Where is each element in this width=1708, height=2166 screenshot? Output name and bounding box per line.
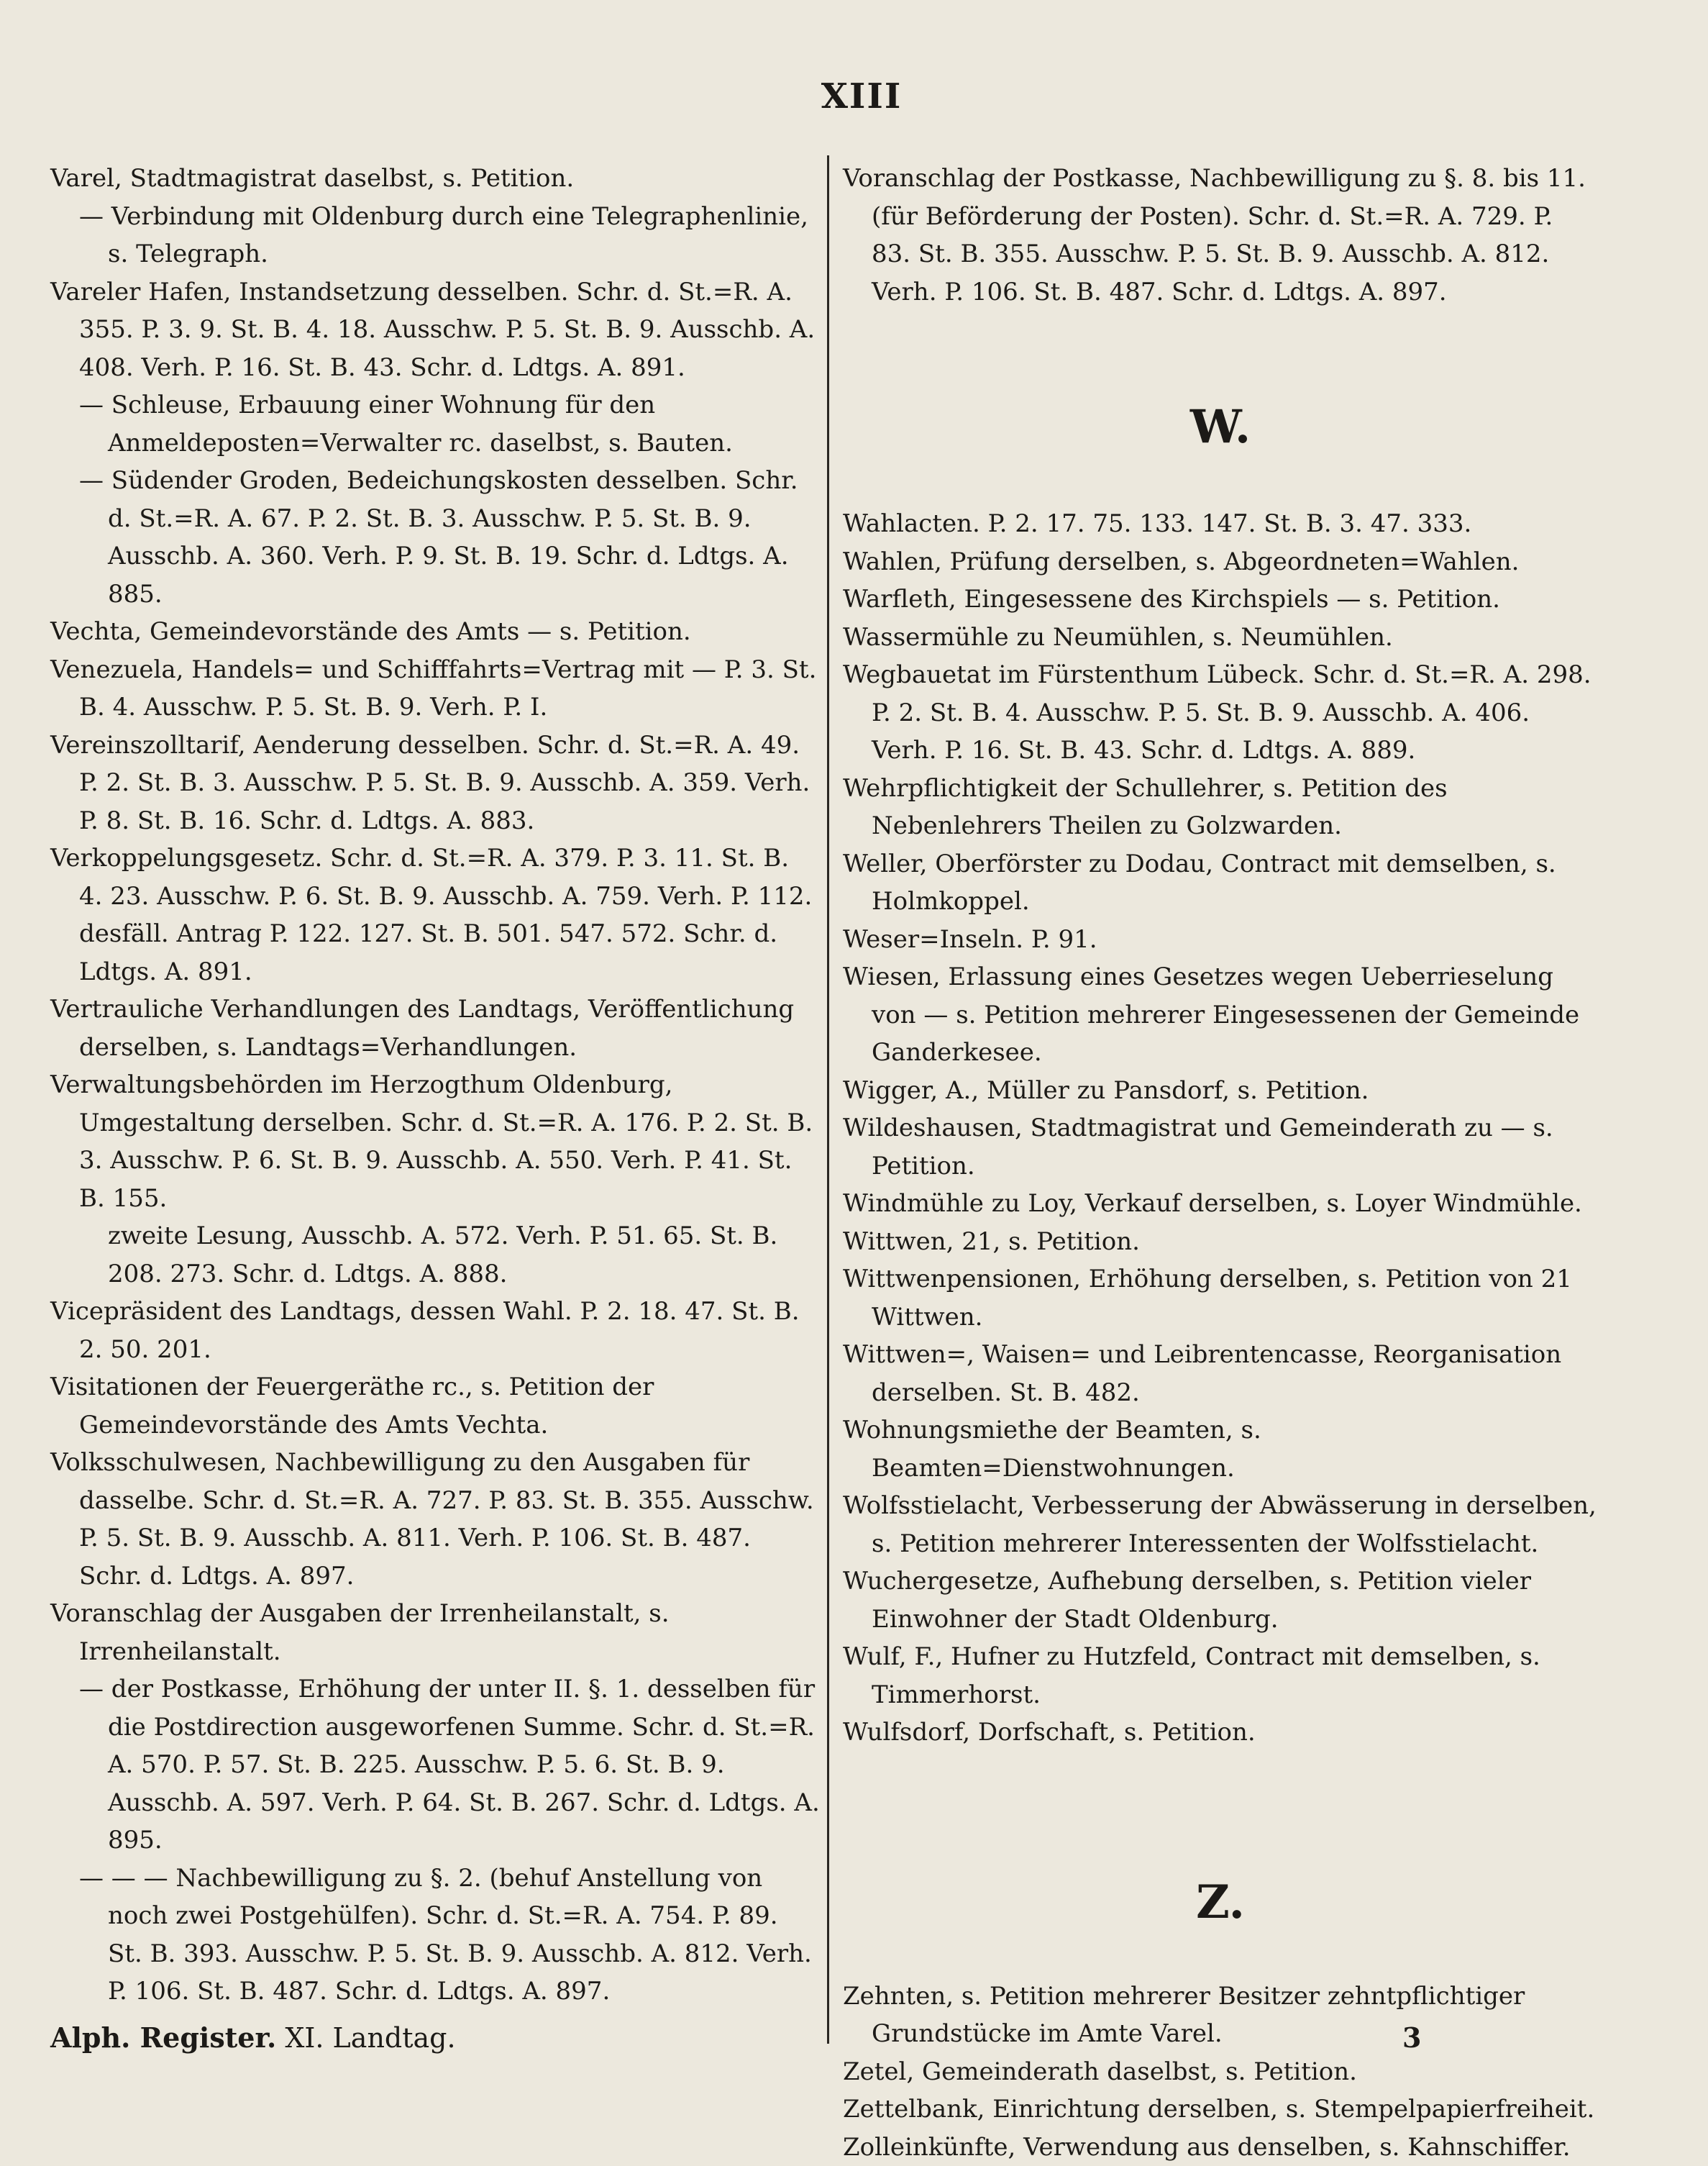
footer-register-title: Alph. Register. bbox=[50, 2021, 276, 2054]
index-entry: Wulf, F., Hufner zu Hutzfeld, Contract mit demselben, s. Timmerhorst. bbox=[843, 1638, 1598, 1714]
index-entry: Wildeshausen, Stadtmagistrat und Gemeinderath zu — s. Petition. bbox=[843, 1109, 1598, 1185]
index-entry: Varel, Stadtmagistrat daselbst, s. Petition. bbox=[50, 160, 820, 198]
index-entry: Wulfsdorf, Dorfschaft, s. Petition. bbox=[843, 1714, 1598, 1752]
index-subentry: — Schleuse, Erbauung einer Wohnung für den Anmeldeposten=Verwalter rc. daselbst, s. Bauten. bbox=[50, 386, 820, 462]
index-entry: Wahlacten. P. 2. 17. 75. 133. 147. St. B. 3. 47. 333. bbox=[843, 505, 1598, 543]
index-entry: Wiesen, Erlassung eines Gesetzes wegen Ueberrieselung von — s. Petition mehrerer Eingesessenen der Gemeinde Ganderkesee. bbox=[843, 958, 1598, 1072]
index-subentry: zweite Lesung, Ausschb. A. 572. Verh. P. 51. 65. St. B. 208. 273. Schr. d. Ldtgs. A. 888. bbox=[50, 1217, 820, 1293]
left-column bbox=[50, 160, 820, 2011]
index-entry: Vicepräsident des Landtags, dessen Wahl. P. 2. 18. 47. St. B. 2. 50. 201. bbox=[50, 1293, 820, 1368]
index-entry: Voranschlag der Postkasse, Nachbewilligung zu §. 8. bis 11. (für Beförderung der Posten). Schr. d. St.=R. A. 729. P. 83. St. B. 355. Ausschw. P. 5. St. B. 9. Ausschb. A. 812. Verh. P. 106. St. B. 487. Schr. d. Ldtgs. A. 897. bbox=[843, 160, 1598, 311]
index-entry: Zettelbank, Einrichtung derselben, s. Stempelpapierfreiheit. bbox=[843, 2090, 1598, 2129]
index-entry: Wittwen=, Waisen= und Leibrentencasse, Reorganisation derselben. St. B. 482. bbox=[843, 1336, 1598, 1411]
index-entry: Wigger, A., Müller zu Pansdorf, s. Petition. bbox=[843, 1072, 1598, 1110]
page-number: XIII bbox=[804, 76, 919, 117]
index-subentry: — Südender Groden, Bedeichungskosten desselben. Schr. d. St.=R. A. 67. P. 2. St. B. 3. Ausschw. P. 5. St. B. 9. Ausschb. A. 360. Verh. P. 9. St. B. 19. Schr. d. Ldtgs. A. 885. bbox=[50, 462, 820, 613]
index-entry: Zetel, Gemeinderath daselbst, s. Petition. bbox=[843, 2053, 1598, 2091]
index-entry: Vereinszolltarif, Aenderung desselben. Schr. d. St.=R. A. 49. P. 2. St. B. 3. Ausschw. P. 5. St. B. 9. Ausschb. A. 359. Verh. P. 8. St. B. 16. Schr. d. Ldtgs. A. 883. bbox=[50, 727, 820, 840]
index-subentry: — Verbindung mit Oldenburg durch eine Telegraphenlinie, s. Telegraph. bbox=[50, 198, 820, 273]
index-entry: Weser=Inseln. P. 91. bbox=[843, 921, 1598, 959]
index-entry: Wehrpflichtigkeit der Schullehrer, s. Petition des Nebenlehrers Theilen zu Golzwarden. bbox=[843, 770, 1598, 845]
footer-signature bbox=[50, 2021, 456, 2054]
index-entry: Zehnten, s. Petition mehrerer Besitzer zehntpflichtiger Grundstücke im Amte Varel. bbox=[843, 1978, 1598, 2053]
index-entry: Warfleth, Eingesessene des Kirchspiels — s. Petition. bbox=[843, 581, 1598, 619]
index-entry: Volksschulwesen, Nachbewilligung zu den Ausgaben für dasselbe. Schr. d. St.=R. A. 727. P. 83. St. B. 355. Ausschw. P. 5. St. B. 9. Ausschb. A. 811. Verh. P. 106. St. B. 487. Schr. d. Ldtgs. A. 897. bbox=[50, 1444, 820, 1595]
right-column bbox=[843, 160, 1598, 2166]
footer-landtag: XI. Landtag. bbox=[285, 2022, 455, 2054]
index-entry: Wuchergesetze, Aufhebung derselben, s. Petition vieler Einwohner der Stadt Oldenburg. bbox=[843, 1562, 1598, 1638]
index-entry: Wolfsstielacht, Verbesserung der Abwässerung in derselben, s. Petition mehrerer Interessenten der Wolfsstielacht. bbox=[843, 1487, 1598, 1562]
index-entry: Verwaltungsbehörden im Herzogthum Oldenburg, Umgestaltung derselben. Schr. d. St.=R. A. 176. P. 2. St. B. 3. Ausschw. P. 6. St. B. 9. Ausschb. A. 550. Verh. P. 41. St. B. 155. bbox=[50, 1066, 820, 1217]
index-entry: Wegbauetat im Fürstenthum Lübeck. Schr. d. St.=R. A. 298. P. 2. St. B. 4. Ausschw. P. 5. St. B. 9. Ausschb. A. 406. Verh. P. 16. St. B. 43. Schr. d. Ldtgs. A. 889. bbox=[843, 656, 1598, 770]
index-subentry: — der Postkasse, Erhöhung der unter II. §. 1. desselben für die Postdirection ausgeworfenen Summe. Schr. d. St.=R. A. 570. P. 57. St. B. 225. Ausschw. P. 5. 6. St. B. 9. Ausschb. A. 597. Verh. P. 64. St. B. 267. Schr. d. Ldtgs. A. 895. bbox=[50, 1670, 820, 1860]
index-entry: Zolleinkünfte, Verwendung aus denselben, s. Kahnschiffer. bbox=[843, 2129, 1598, 2166]
index-entry: Venezuela, Handels= und Schifffahrts=Vertrag mit — P. 3. St. B. 4. Ausschw. P. 5. St. B. 9. Verh. P. I. bbox=[50, 651, 820, 727]
index-entry: Weller, Oberförster zu Dodau, Contract mit demselben, s. Holmkoppel. bbox=[843, 845, 1598, 921]
index-entry: Wohnungsmiethe der Beamten, s. Beamten=Dienstwohnungen. bbox=[843, 1411, 1598, 1487]
index-entry: Verkoppelungsgesetz. Schr. d. St.=R. A. 379. P. 3. 11. St. B. 4. 23. Ausschw. P. 6. St. B. 9. Ausschb. A. 759. Verh. P. 112. desfäll. Antrag P. 122. 127. St. B. 501. 547. 572. Schr. d. Ldtgs. A. 891. bbox=[50, 839, 820, 991]
index-entry: Wittwenpensionen, Erhöhung derselben, s. Petition von 21 Wittwen. bbox=[843, 1260, 1598, 1336]
index-entry: Vechta, Gemeindevorstände des Amts — s. Petition. bbox=[50, 613, 820, 651]
section-heading-z: Z. bbox=[843, 1880, 1598, 1926]
index-entry: Windmühle zu Loy, Verkauf derselben, s. Loyer Windmühle. bbox=[843, 1185, 1598, 1223]
index-entry: Wittwen, 21, s. Petition. bbox=[843, 1223, 1598, 1261]
index-entry: Visitationen der Feuergeräthe rc., s. Petition der Gemeindevorstände des Amts Vechta. bbox=[50, 1368, 820, 1444]
index-entry: Wahlen, Prüfung derselben, s. Abgeordneten=Wahlen. bbox=[843, 543, 1598, 581]
footer-sheet-number: 3 bbox=[1402, 2021, 1421, 2054]
index-entry: Vareler Hafen, Instandsetzung desselben. Schr. d. St.=R. A. 355. P. 3. 9. St. B. 4. 18. Ausschw. P. 5. St. B. 9. Ausschb. A. 408. Verh. P. 16. St. B. 43. Schr. d. Ldtgs. A. 891. bbox=[50, 273, 820, 387]
index-entry: Voranschlag der Ausgaben der Irrenheilanstalt, s. Irrenheilanstalt. bbox=[50, 1595, 820, 1670]
section-heading-w: W. bbox=[843, 404, 1598, 450]
column-divider bbox=[827, 155, 829, 2044]
index-subentry: — — — Nachbewilligung zu §. 2. (behuf Anstellung von noch zwei Postgehülfen). Schr. d. St.=R. A. 754. P. 89. St. B. 393. Ausschw. P. 5. St. B. 9. Ausschb. A. 812. Verh. P. 106. St. B. 487. Schr. d. Ldtgs. A. 897. bbox=[50, 1860, 820, 2011]
index-entry: Vertrauliche Verhandlungen des Landtags, Veröffentlichung derselben, s. Landtags=Verhandlungen. bbox=[50, 991, 820, 1066]
index-entry: Wassermühle zu Neumühlen, s. Neumühlen. bbox=[843, 619, 1598, 657]
